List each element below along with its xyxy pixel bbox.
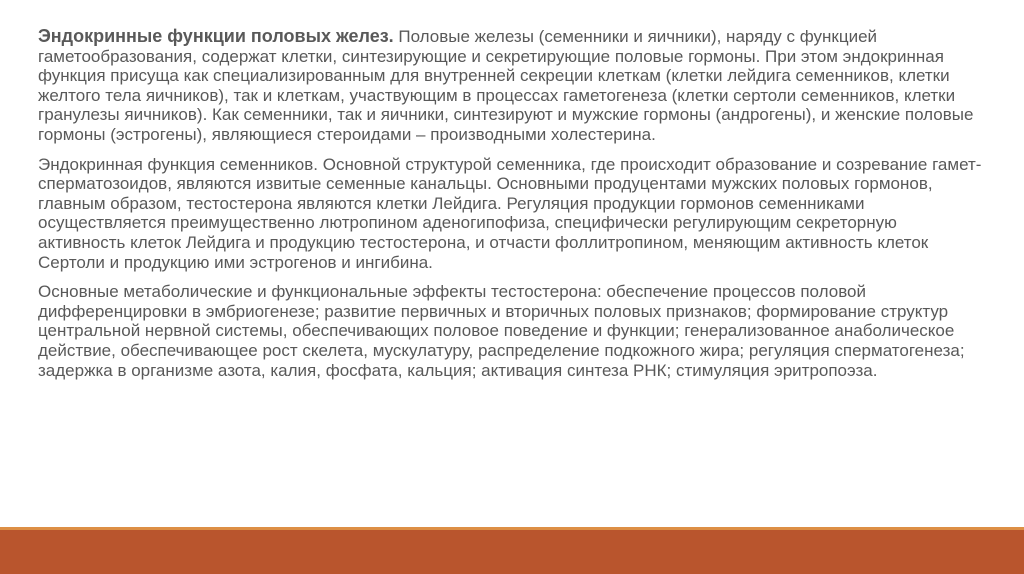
paragraph-testes-function (38, 155, 988, 273)
footer-accent-bar (0, 530, 1024, 574)
paragraph-text: Половые железы (семенники и яичники), наряду с функцией гаметообразования, содержат клетки, синтезирующие и секретирующие половые гормоны. При этом эндокринная функция присуща как специализированным для внутренней секреции клеткам (клетки лейдига семенников, клетки желтого тела яичников), так и клеткам, участвующим в процессах гаметогенеза (клетки сертоли семенников, клетки гранулезы яичников). Как семенники, так и яичники, синтезируют и мужские гормоны (андрогены), и женские половые гормоны (эстрогены), являющиеся стероидами – производными холестерина. (38, 27, 974, 144)
paragraph-testosterone-effects (38, 282, 988, 380)
paragraph-text: Эндокринная функция семенников. Основной структурой семенника, где происходит образование и созревание гамет-сперматозоидов, являются извитые семенные канальцы. Основными продуцентами мужских половых гормонов, главным образом, тестостерона являются клетки Лейдига. Регуляция продукции гормонов семенниками осуществляется преимущественно лютропином аденогипофиза, специфически регулирующим секреторную активность клеток Лейдига и продукцию тестостерона, и отчасти фоллитропином, меняющим активность клеток Сертоли и продукцию ими эстрогенов и ингибина. (38, 154, 982, 272)
slide-body (38, 27, 988, 390)
paragraph-endocrine-gonads (38, 27, 988, 145)
paragraph-lead-title: Эндокринные функции половых желез. (38, 26, 394, 46)
paragraph-text: Основные метаболические и функциональные эффекты тестостерона: обеспечение процессов половой дифференцировки в эмбриогенезе; развитие первичных и вторичных половых признаков; формирование структур центральной нервной системы, обеспечивающих половое поведение и функции; генерализованное анаболическое действие, обеспечивающее рост скелета, мускулатуру, распределение подкожного жира; регуляция сперматогенеза; задержка в организме азота, калия, фосфата, кальция; активация синтеза РНК; стимуляция эритропоэза. (38, 282, 965, 380)
